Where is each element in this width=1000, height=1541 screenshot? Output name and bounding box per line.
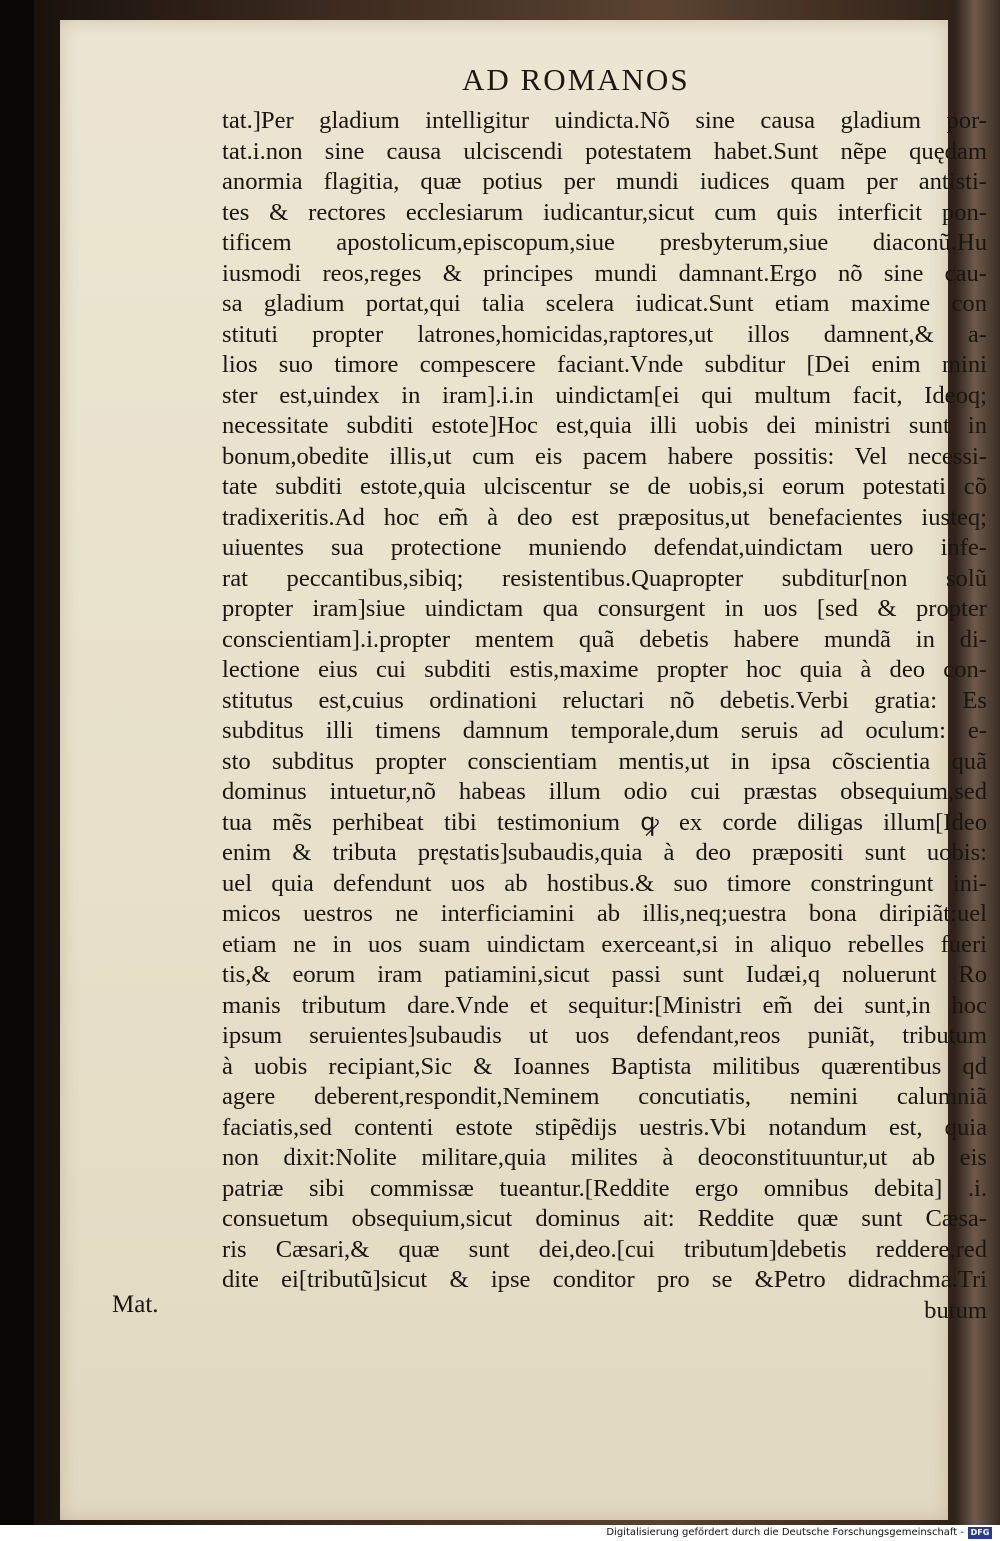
text-line: sa gladium portat,qui talia scelera iudicat.Sunt etiam maxime con (222, 290, 987, 317)
text-line: faciatis,sed contenti estote stipẽdijs uestris.Vbi notandum est, quia (222, 1113, 987, 1141)
text-line: tes & rectores ecclesiarum iudicantur,sicut cum quis interficit pon- (222, 198, 987, 226)
margin-note: Mat. (112, 1291, 159, 1318)
text-line: uiuentes sua protectione muniendo defendat,uindictam uero infe- (222, 534, 987, 561)
text-line: tat.i.non sine causa ulciscendi potestatem habet.Sunt nẽpe quędam (222, 137, 987, 165)
running-head: AD ROMANOS (462, 62, 690, 97)
text-line: anormia flagitia, quæ potius per mundi iudices quam per antisti- (222, 168, 987, 195)
text-line: tua mẽs perhibeat tibi testimonium ꝙ ex corde diligas illum[Ideo (222, 808, 987, 836)
text-line: propter iram]siue uindictam qua consurgent in uos [sed & propter (222, 595, 987, 622)
text-line: dite ei[tributũ]sicut & ipse conditor pro se &Petro didrachma.Tri (222, 1266, 987, 1293)
text-line: dominus intuetur,nõ habeas illum odio cui præstas obsequium,sed (222, 778, 987, 805)
text-line: bonum,obedite illis,ut cum eis pacem habere possitis: Vel necessi- (222, 442, 987, 470)
text-line: à uobis recipiant,Sic & Ioannes Baptista militibus quærentibus qd (222, 1052, 987, 1080)
text-line: ster est,uindex in iram].i.in uindictam[ei qui multum facit, Ideoq; (222, 381, 987, 409)
text-line: tis,& eorum iram patiamini,sicut passi sunt Iudæi,q noluerunt Ro (222, 961, 987, 988)
text-line: consuetum obsequium,sicut dominus ait: Reddite quæ sunt Cæsa- (222, 1205, 987, 1232)
text-line: micos uestros ne interficiamini ab illis,neq;uestra bona diripiãt:uel (222, 900, 987, 927)
text-line: lios suo timore compescere faciant.Vnde subditur [Dei enim mini (222, 351, 987, 378)
text-line: patriæ sibi commissæ tueantur.[Reddite ergo omnibus debita] .i. (222, 1174, 987, 1202)
text-line: lectione eius cui subditi estis,maxime propter hoc quia à deo con- (222, 656, 987, 683)
text-line: rat peccantibus,sibiq; resistentibus.Quapropter subditur[non solũ (222, 564, 987, 592)
text-line: sto subditus propter conscientiam mentis,ut in ipsa cõscientia quã (222, 747, 987, 775)
text-line: ris Cæsari,& quæ sunt dei,deo.[cui tributum]debetis reddere,red (222, 1235, 987, 1263)
footer-credit: Digitalisierung gefördert durch die Deutsche Forschungsgemeinschaft - (606, 1527, 964, 1538)
text-line: iusmodi reos,reges & principes mundi damnant.Ergo nõ sine cau- (222, 259, 987, 287)
text-line: stituti propter latrones,homicidas,raptores,ut illos damnent,& a- (222, 320, 987, 348)
text-line: tificem apostolicum,episcopum,siue presbyterum,siue diaconũ.Hu (222, 229, 987, 256)
body-text (222, 106, 992, 1326)
text-line: non dixit:Nolite militare,quia milites à deoconstituuntur,ut ab eis (222, 1144, 987, 1171)
text-line: manis tributum dare.Vnde et sequitur:[Ministri em̃ dei sunt,in hoc (222, 991, 987, 1019)
text-line: conscientiam].i.propter mentem quã debetis habere mundã in di- (222, 625, 987, 653)
text-line: uel quia defendunt uos ab hostibus.& suo timore constringunt ini- (222, 869, 987, 897)
text-line: tate subditi estote,quia ulciscentur se de uobis,si eorum potestati cõ (222, 473, 987, 500)
text-line: ipsum seruientes]subaudis ut uos defendant,reos puniãt, tributum (222, 1022, 987, 1049)
text-line: stitutus est,cuius ordinationi reluctari nõ debetis.Verbi gratia: Es (222, 686, 987, 714)
text-line: butum (924, 1296, 987, 1324)
text-line: tat.]Per gladium intelligitur uindicta.Nõ sine causa gladium por- (222, 107, 987, 134)
dfg-logo-icon: DFG (968, 1527, 992, 1539)
text-line: necessitate subditi estote]Hoc est,quia illi uobis dei ministri sunt in (222, 412, 987, 439)
text-line: enim & tributa pręstatis]subaudis,quia à deo præpositi sunt uobis: (222, 839, 987, 866)
text-line: tradixeritis.Ad hoc em̃ à deo est præpositus,ut benefacientes iusteq; (222, 503, 987, 531)
text-line: subditus illi timens damnum temporale,dum seruis ad oculum: e- (222, 717, 987, 744)
text-line: agere deberent,respondit,Neminem concutiatis, nemini calumniã (222, 1083, 987, 1110)
text-line: etiam ne in uos suam uindictam exerceant,si in aliquo rebelles fueri (222, 930, 987, 958)
